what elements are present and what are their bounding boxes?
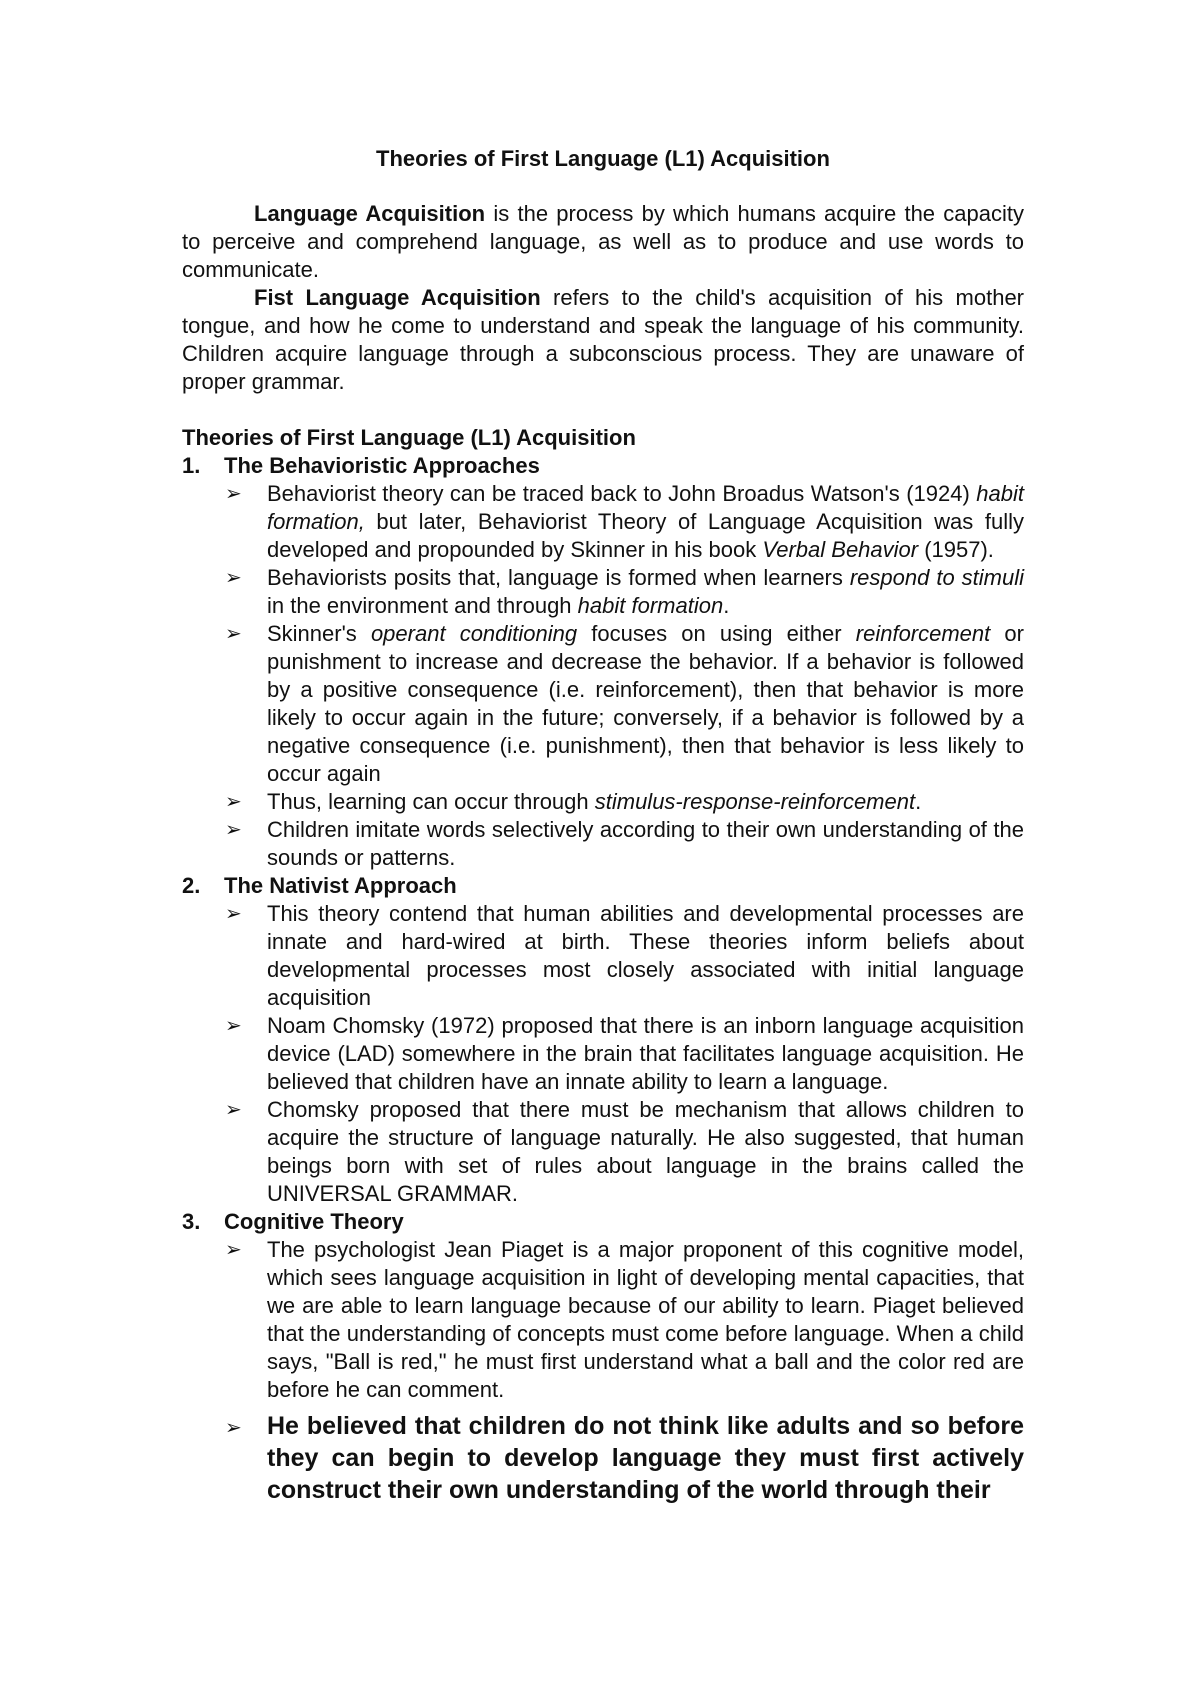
list-item: ➢ This theory contend that human abilities and developmental processes are innate and hard-wired at birth. These theories inform beliefs about developmental processes most closely associated with initial language acquisition	[225, 901, 1024, 1010]
section-heading: Theories of First Language (L1) Acquisition	[182, 425, 636, 450]
list-item: ➢ He believed that children do not think like adults and so before they can begin to develop language they must first actively construct their own understanding of the world through their	[225, 1412, 1024, 1504]
list-item: ➢ Behaviorists posits that, language is formed when learners respond to stimuli in the environment and through habit formation.	[225, 565, 1024, 618]
arrow-bullet-icon: ➢	[225, 791, 242, 813]
arrow-bullet-icon: ➢	[225, 1417, 242, 1439]
section-cognitive	[182, 1208, 1024, 1506]
section-nativist	[182, 872, 1024, 1208]
section-title: 1. The Behavioristic Approaches	[182, 453, 540, 478]
document-page	[182, 145, 1024, 1506]
list-item: ➢ The psychologist Jean Piaget is a major proponent of this cognitive model, which sees language acquisition in light of developing mental capacities, that we are able to learn language because of our ability to learn. Piaget believed that the understanding of concepts must come before language. When a child says, "Ball is red," he must first understand what a ball and the color red are before he can comment.	[225, 1237, 1024, 1402]
list-item: ➢ Thus, learning can occur through stimulus-response-reinforcement.	[225, 789, 922, 814]
intro-paragraph-2: Fist Language Acquisition refers to the child's acquisition of his mother tongue, and how he come to understand and speak the language of his community. Children acquire language through a subconscious process. They are unaware of proper grammar.	[182, 285, 1025, 394]
arrow-bullet-icon: ➢	[225, 903, 242, 925]
arrow-bullet-icon: ➢	[225, 483, 242, 505]
term-language-acquisition: Language Acquisition	[254, 201, 486, 226]
term-first-language-acquisition: Fist Language Acquisition	[254, 285, 541, 310]
arrow-bullet-icon: ➢	[225, 1015, 242, 1037]
arrow-bullet-icon: ➢	[225, 1239, 242, 1261]
arrow-bullet-icon: ➢	[225, 567, 242, 589]
list-item: ➢ Chomsky proposed that there must be mechanism that allows children to acquire the structure of language naturally. He also suggested, that human beings born with set of rules about language in the brains called the UNIVERSAL GRAMMAR.	[225, 1097, 1024, 1206]
intro-paragraph-1: Language Acquisition is the process by which humans acquire the capacity to perceive and comprehend language, as well as to produce and use words to communicate.	[182, 201, 1024, 282]
arrow-bullet-icon: ➢	[225, 623, 242, 645]
arrow-bullet-icon: ➢	[225, 1099, 242, 1121]
list-item: ➢ Children imitate words selectively according to their own understanding of the sounds or patterns.	[225, 817, 1024, 870]
section-behavioristic	[182, 452, 1024, 872]
document-title: Theories of First Language (L1) Acquisition	[376, 146, 830, 171]
list-item: ➢ Behaviorist theory can be traced back to John Broadus Watson's (1924) habit formation, but later, Behaviorist Theory of Language Acquisition was fully developed and propounded by Skinner in his book Verbal Behavior (1957).	[225, 481, 1024, 562]
list-item: ➢ Noam Chomsky (1972) proposed that there is an inborn language acquisition device (LAD) somewhere in the brain that facilitates language acquisition. He believed that children have an innate ability to learn a language.	[225, 1013, 1024, 1094]
section-title: 2. The Nativist Approach	[182, 873, 457, 898]
list-item: ➢ Skinner's operant conditioning focuses on using either reinforcement or punishment to increase and decrease the behavior. If a behavior is followed by a positive consequence (i.e. reinforcement), then that behavior is more likely to occur again in the future; conversely, if a behavior is followed by a negative consequence (i.e. punishment), then that behavior is less likely to occur again	[225, 621, 1024, 786]
arrow-bullet-icon: ➢	[225, 819, 242, 841]
section-title: 3. Cognitive Theory	[182, 1209, 404, 1234]
